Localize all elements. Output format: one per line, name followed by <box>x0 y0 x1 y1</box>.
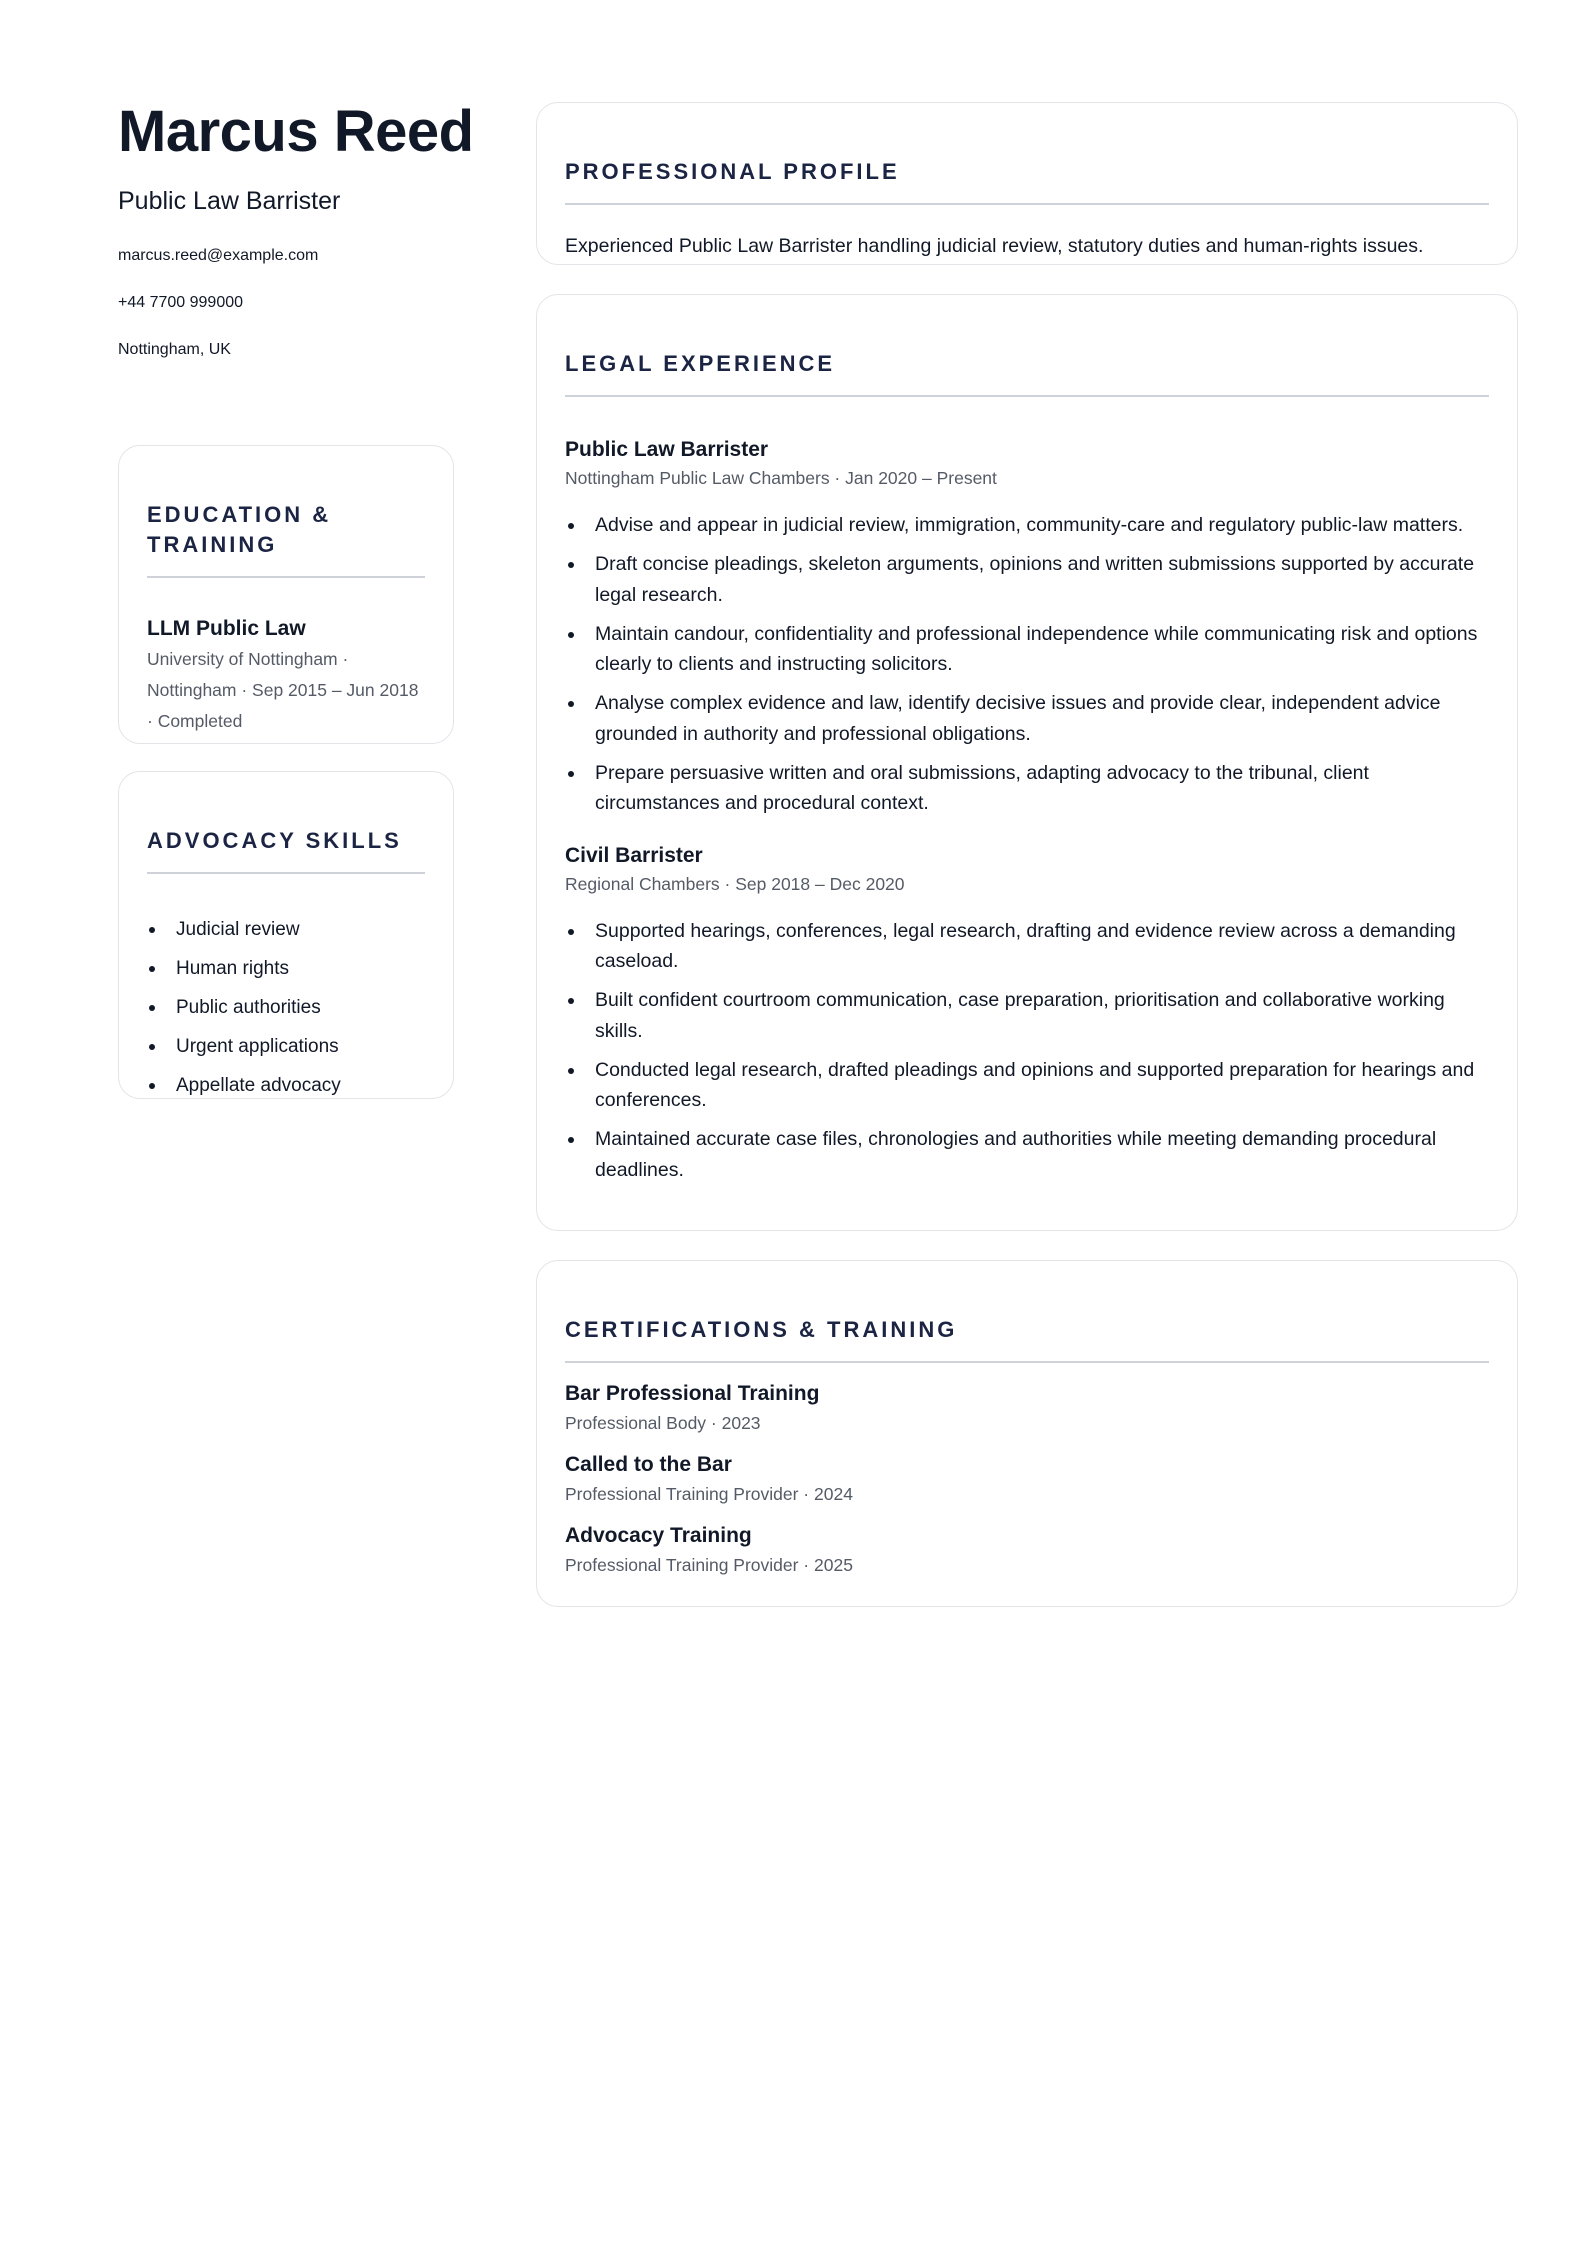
candidate-name: Marcus Reed <box>118 99 474 164</box>
contact-email[interactable]: marcus.reed@example.com <box>118 246 319 264</box>
header <box>118 99 474 387</box>
job-bullet: Supported hearings, conferences, legal research, drafting and evidence review across a demanding caseload. <box>565 916 1489 977</box>
experience-card <box>536 294 1518 1231</box>
job-title: Public Law Barrister <box>565 438 769 461</box>
job-entry <box>565 843 1489 1186</box>
certification-entry <box>565 1381 1489 1435</box>
section-divider <box>147 576 425 578</box>
contact-location: Nottingham, UK <box>118 340 231 358</box>
job-entry <box>565 437 1489 819</box>
skill-item: Urgent applications <box>147 1027 425 1066</box>
job-bullet: Maintain candour, confidentiality and professional independence while communicating risk and options clearly to clients and instructing solicitors. <box>565 619 1489 680</box>
certification-meta: Professional Training Provider · 2025 <box>565 1555 853 1575</box>
job-bullet: Maintained accurate case files, chronologies and authorities while meeting demanding procedural deadlines. <box>565 1124 1489 1185</box>
certification-title: Advocacy Training <box>565 1524 752 1547</box>
certification-entry <box>565 1452 1489 1506</box>
job-bullet: Built confident courtroom communication, case preparation, prioritisation and collaborative working skills. <box>565 985 1489 1046</box>
skills-title: ADVOCACY SKILLS <box>147 828 402 853</box>
skill-item: Appellate advocacy <box>147 1066 425 1105</box>
certifications-title: CERTIFICATIONS & TRAINING <box>565 1317 958 1342</box>
experience-title: LEGAL EXPERIENCE <box>565 351 836 376</box>
skill-item: Judicial review <box>147 910 425 949</box>
education-title: EDUCATION & TRAINING <box>147 502 332 557</box>
skill-item: Human rights <box>147 949 425 988</box>
section-divider <box>565 1361 1489 1363</box>
skills-card <box>118 771 454 1099</box>
education-degree: LLM Public Law <box>147 617 306 640</box>
skills-list <box>147 910 425 1105</box>
certification-entry <box>565 1523 1489 1577</box>
job-bullet: Prepare persuasive written and oral submissions, adapting advocacy to the tribunal, client circumstances and procedural context. <box>565 758 1489 819</box>
education-meta: University of Nottingham · Nottingham · Sep 2015 – Jun 2018 · Completed <box>147 649 419 731</box>
profile-title: PROFESSIONAL PROFILE <box>565 159 900 184</box>
section-divider <box>565 203 1489 205</box>
job-meta: Regional Chambers · Sep 2018 – Dec 2020 <box>565 873 905 894</box>
candidate-role: Public Law Barrister <box>118 186 341 215</box>
skill-item: Public authorities <box>147 988 425 1027</box>
job-bullet: Conducted legal research, drafted pleadings and opinions and supported preparation for hearings and conferences. <box>565 1055 1489 1116</box>
contact-list <box>118 246 454 387</box>
section-divider <box>565 395 1489 397</box>
certification-title: Called to the Bar <box>565 1453 732 1476</box>
certification-meta: Professional Training Provider · 2024 <box>565 1484 853 1504</box>
profile-card <box>536 102 1518 265</box>
certifications-card <box>536 1260 1518 1607</box>
job-bullets <box>565 916 1489 1186</box>
education-card <box>118 445 454 744</box>
job-bullets <box>565 510 1489 819</box>
job-bullet: Advise and appear in judicial review, immigration, community-care and regulatory public-law matters. <box>565 510 1489 541</box>
profile-text: Experienced Public Law Barrister handling judicial review, statutory duties and human-rights issues. <box>565 235 1424 257</box>
job-bullet: Draft concise pleadings, skeleton arguments, opinions and written submissions supported by accurate legal research. <box>565 549 1489 610</box>
section-divider <box>147 872 425 874</box>
job-title: Civil Barrister <box>565 843 703 867</box>
certification-meta: Professional Body · 2023 <box>565 1413 761 1433</box>
contact-phone[interactable]: +44 7700 999000 <box>118 293 244 311</box>
certification-title: Bar Professional Training <box>565 1382 820 1405</box>
job-bullet: Analyse complex evidence and law, identify decisive issues and provide clear, independent advice grounded in authority and professional obligations. <box>565 688 1489 749</box>
job-meta: Nottingham Public Law Chambers · Jan 2020 – Present <box>565 468 997 488</box>
